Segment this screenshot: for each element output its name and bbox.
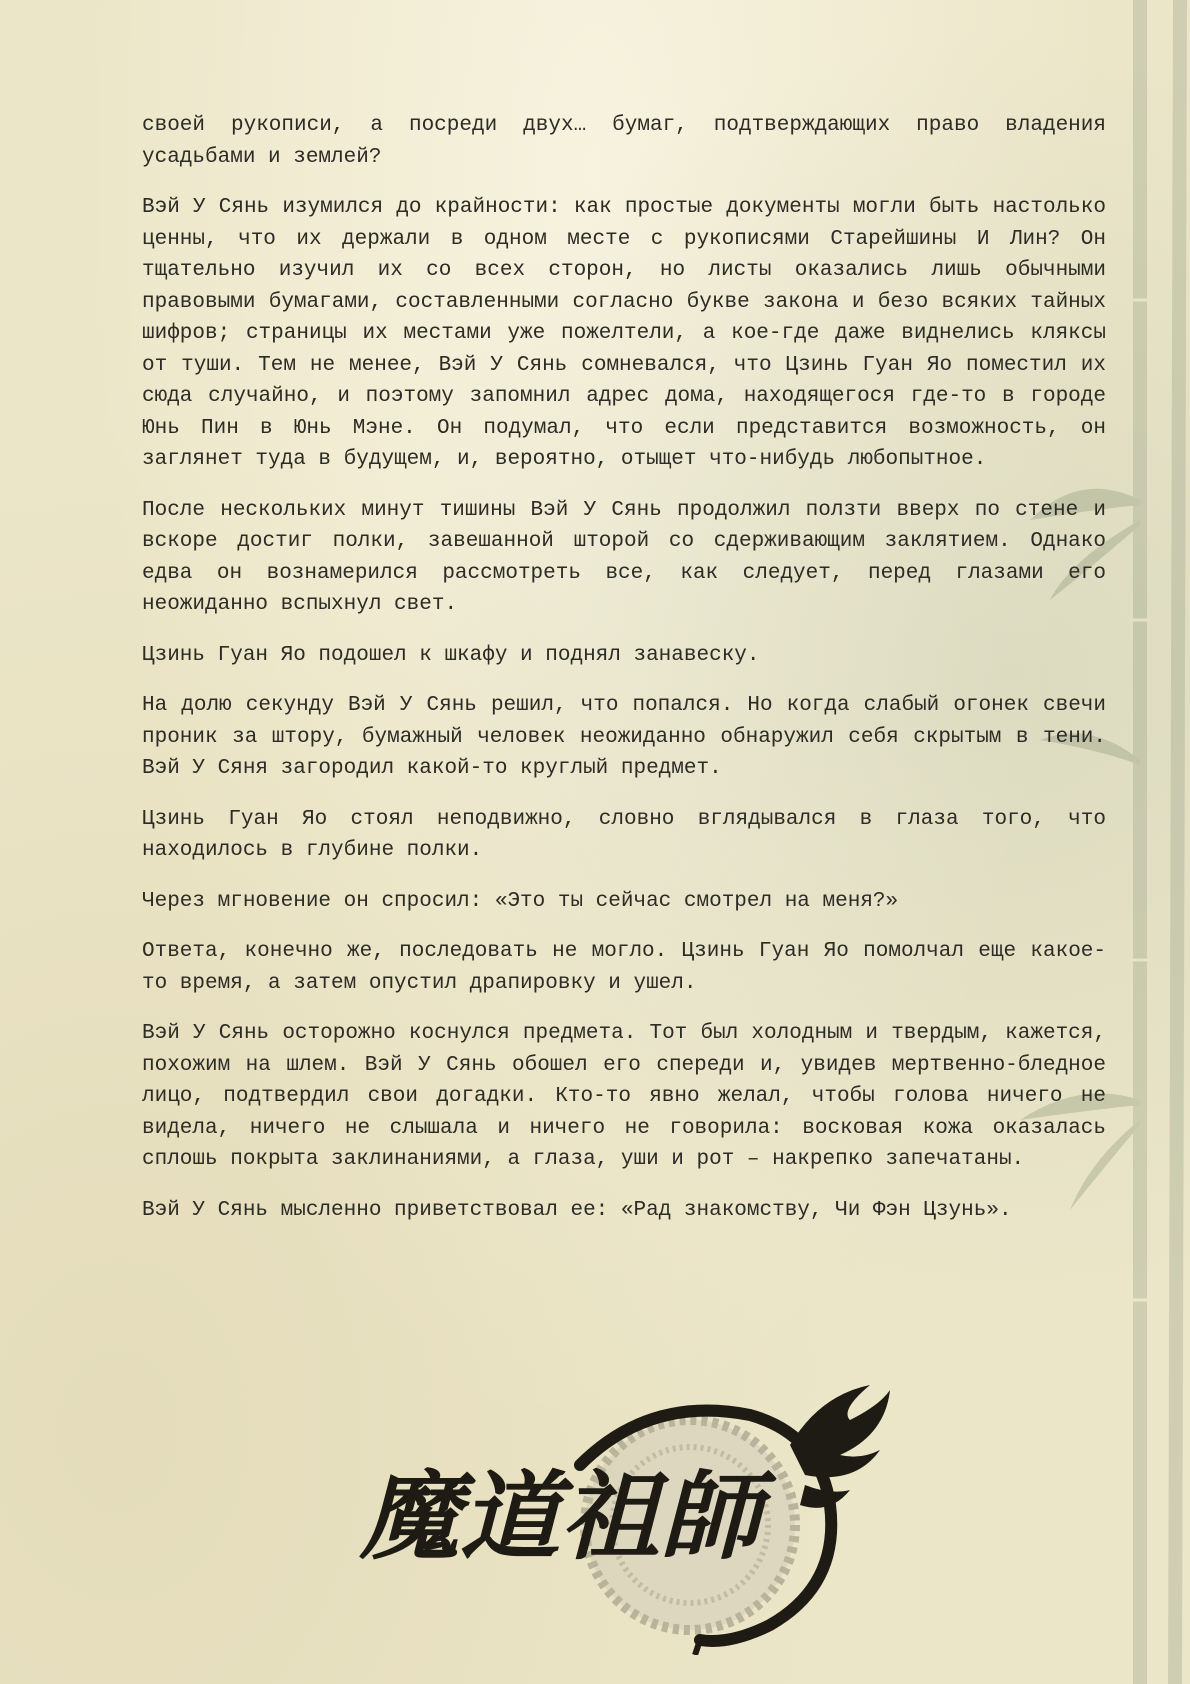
paragraph: Вэй У Сянь изумился до крайности: как простые документы могли быть настолько ценны, что их держали в одном месте с рукописями Старейшины И Лин? Он тщательно изучил их со всех сторон, но листы оказались лишь обычными правовыми бумагами, составленными согласно букве закона и безо всяких тайных шифров; страницы их местами уже пожелтели, а кое-где даже виднелись кляксы от туши. Тем не менее, Вэй У Сянь сомневался, что Цзинь Гуан Яо поместил их сюда случайно, и поэтому запомнил адрес дома, находящегося где-то в городе Юнь Пин в Юнь Мэне. Он подумал, что если представится возможность, он заглянет туда в будущем, и, вероятно, отыщет что-нибудь любопытное. — [142, 196, 1106, 471]
paragraph: После нескольких минут тишины Вэй У Сянь продолжил ползти вверх по стене и вскоре достиг полки, завешанной шторой со сдерживающим заклятием. Однако едва он вознамерился рассмотреть все, как следует, перед глазами его неожиданно вспыхнул свет. — [142, 498, 1106, 616]
document-body — [142, 110, 1106, 1245]
calligraphy-seal-logo-icon — [350, 1375, 910, 1655]
paragraph: Вэй У Сянь осторожно коснулся предмета. Тот был холодным и твердым, кажется, похожим на шлем. Вэй У Сянь обошел его спереди и, увидев мертвенно-бледное лицо, подтвердил свои догадки. Кто-то явно желал, чтобы голова ничего не видела, ничего не слышала и ничего не говорила: восковая кожа оказалась сплошь покрыта заклинаниями, а глаза, уши и рот – накрепко запечатаны. — [142, 1022, 1106, 1171]
paragraph: Через мгновение он спросил: «Это ты сейчас смотрел на меня?» — [142, 889, 899, 913]
paragraph: своей рукописи, а посреди двух… бумаг, подтверждающих право владения усадьбами и землей? — [142, 114, 1106, 169]
paragraph: Ответа, конечно же, последовать не могло. Цзинь Гуан Яо помолчал еще какое-то время, а затем опустил драпировку и ушел. — [142, 940, 1106, 995]
paragraph: Цзинь Гуан Яо стоял неподвижно, словно вглядывался в глаза того, что находилось в глубине полки. — [142, 807, 1106, 862]
paragraph: Цзинь Гуан Яо подошел к шкафу и поднял занавеску. — [142, 643, 760, 667]
paragraph: Вэй У Сянь мысленно приветствовал ее: «Рад знакомству, Чи Фэн Цзунь». — [142, 1198, 1012, 1222]
logo-text: 魔道祖師 — [358, 1460, 777, 1573]
paragraph: На долю секунду Вэй У Сянь решил, что попался. Но когда слабый огонек свечи проник за штору, бумажный человек неожиданно обнаружил себя скрытым в тени. Вэй У Сяня загородил какой-то круглый предмет. — [142, 694, 1106, 780]
